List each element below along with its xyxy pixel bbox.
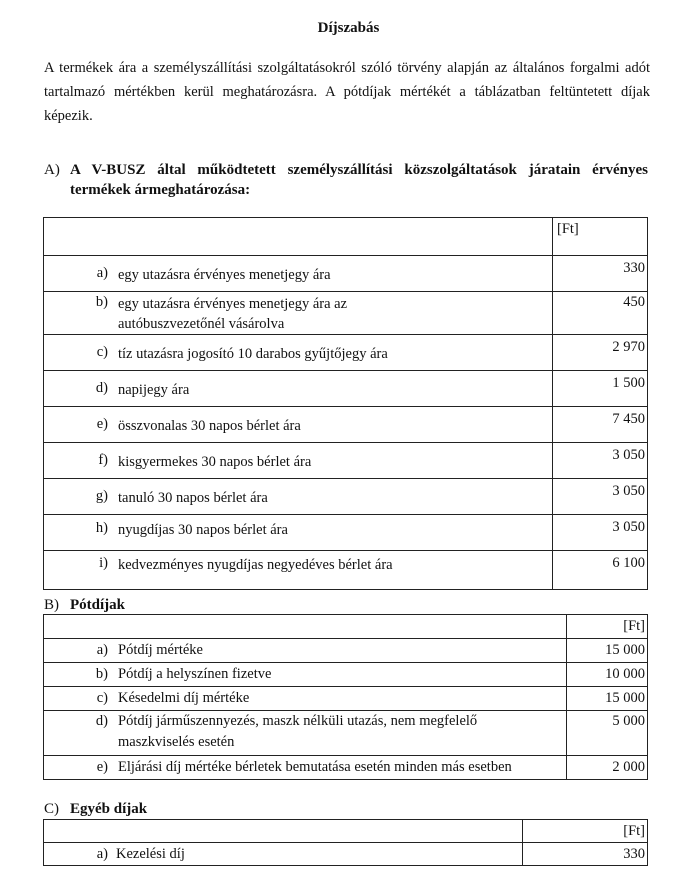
- row-text: Kezelési díj: [116, 846, 185, 862]
- section-a-title-line1: A V-BUSZ által működtetett személyszállítási közszolgáltatások járatain érvényes: [70, 162, 648, 178]
- unit-header: [Ft]: [567, 615, 648, 639]
- table-row: [44, 515, 648, 551]
- section-c-title: Egyéb díjak: [70, 801, 148, 817]
- row-value: 2 000: [567, 756, 648, 780]
- row-value: 2 970: [553, 335, 648, 371]
- section-b-letter: B): [44, 597, 59, 613]
- row-text: Késedelmi díj mértéke: [118, 690, 250, 706]
- row-value: 3 050: [553, 443, 648, 479]
- table-row: [44, 687, 648, 711]
- section-b-heading: [44, 595, 125, 615]
- table-row: [44, 256, 648, 292]
- row-label: f): [98, 452, 108, 468]
- section-a-letter: A): [44, 162, 60, 178]
- row-value: 1 500: [553, 371, 648, 407]
- row-text: Pótdíj járműszennyezés, maszk nélküli utazás, nem megfelelő maszkviselés esetén: [118, 713, 478, 750]
- row-text: kisgyermekes 30 napos bérlet ára: [118, 454, 312, 470]
- table-row: [44, 371, 648, 407]
- table-header-row: [44, 615, 648, 639]
- row-value: 330: [523, 843, 648, 866]
- table-row: [44, 756, 648, 780]
- table-row: [44, 843, 648, 866]
- row-value: 330: [553, 256, 648, 292]
- row-label: c): [96, 690, 108, 706]
- row-label: d): [95, 713, 108, 729]
- table-row: [44, 407, 648, 443]
- section-b-surcharge-table: [43, 614, 648, 780]
- table-row: [44, 551, 648, 590]
- row-label: a): [96, 642, 108, 658]
- table-row: [44, 639, 648, 663]
- row-label: g): [95, 488, 108, 504]
- row-label: b): [95, 294, 108, 310]
- row-label: h): [95, 520, 108, 536]
- row-value: 450: [553, 292, 648, 335]
- section-c-other-fees-table: [43, 819, 648, 866]
- unit-header: [Ft]: [553, 218, 648, 256]
- row-label: a): [96, 846, 108, 862]
- row-text: egy utazásra érvényes menetjegy ára az autóbuszvezetőnél vásárolva: [118, 296, 348, 332]
- document-title: Díjszabás: [317, 20, 380, 36]
- row-value: 5 000: [567, 711, 648, 756]
- row-text: nyugdíjas 30 napos bérlet ára: [118, 522, 288, 538]
- row-value: 10 000: [567, 663, 648, 687]
- table-row: [44, 443, 648, 479]
- row-value: 3 050: [553, 515, 648, 551]
- row-text: napijegy ára: [118, 382, 190, 398]
- row-value: 3 050: [553, 479, 648, 515]
- row-text: egy utazásra érvényes menetjegy ára: [118, 267, 331, 283]
- header-empty-cell: [44, 218, 553, 256]
- intro-paragraph: A termékek ára a személyszállítási szolgáltatásokról szóló törvény alapján az általános forgalmi adót tartalmazó mértékben kerül meghatározásra. A pótdíjak mértékét a táblázatban feltüntetett díjak képezik.: [44, 60, 650, 124]
- row-text: összvonalas 30 napos bérlet ára: [118, 418, 301, 434]
- row-label: d): [95, 380, 108, 396]
- table-row: [44, 335, 648, 371]
- table-header-row: [44, 820, 648, 843]
- table-row: [44, 663, 648, 687]
- row-label: a): [96, 265, 108, 281]
- section-c-letter: C): [44, 801, 59, 817]
- row-text: tíz utazásra jogosító 10 darabos gyűjtőjegy ára: [118, 346, 388, 362]
- row-text: tanuló 30 napos bérlet ára: [118, 490, 268, 506]
- header-empty-cell: [44, 820, 523, 843]
- row-value: 7 450: [553, 407, 648, 443]
- table-row: [44, 479, 648, 515]
- section-a-price-table: [43, 217, 648, 590]
- row-value: 15 000: [567, 639, 648, 663]
- row-label: c): [96, 344, 108, 360]
- row-value: 15 000: [567, 687, 648, 711]
- section-a-heading: [44, 160, 650, 200]
- row-value: 6 100: [553, 551, 648, 590]
- row-text: Eljárási díj mértéke bérletek bemutatása esetén minden más esetben: [118, 759, 512, 775]
- section-b-title: Pótdíjak: [70, 597, 126, 613]
- row-label: i): [99, 555, 108, 571]
- section-a-title-line2: termékek ármeghatározása:: [70, 182, 251, 198]
- header-empty-cell: [44, 615, 567, 639]
- table-header-row: [44, 218, 648, 256]
- row-text: kedvezményes nyugdíjas negyedéves bérlet ára: [118, 557, 393, 573]
- row-label: b): [95, 666, 108, 682]
- row-text: Pótdíj mértéke: [118, 642, 203, 658]
- table-row: [44, 711, 648, 756]
- section-c-heading: [44, 799, 147, 819]
- row-label: e): [96, 416, 108, 432]
- table-row: [44, 292, 648, 335]
- row-label: e): [96, 759, 108, 775]
- unit-header: [Ft]: [523, 820, 648, 843]
- row-text: Pótdíj a helyszínen fizetve: [118, 666, 272, 682]
